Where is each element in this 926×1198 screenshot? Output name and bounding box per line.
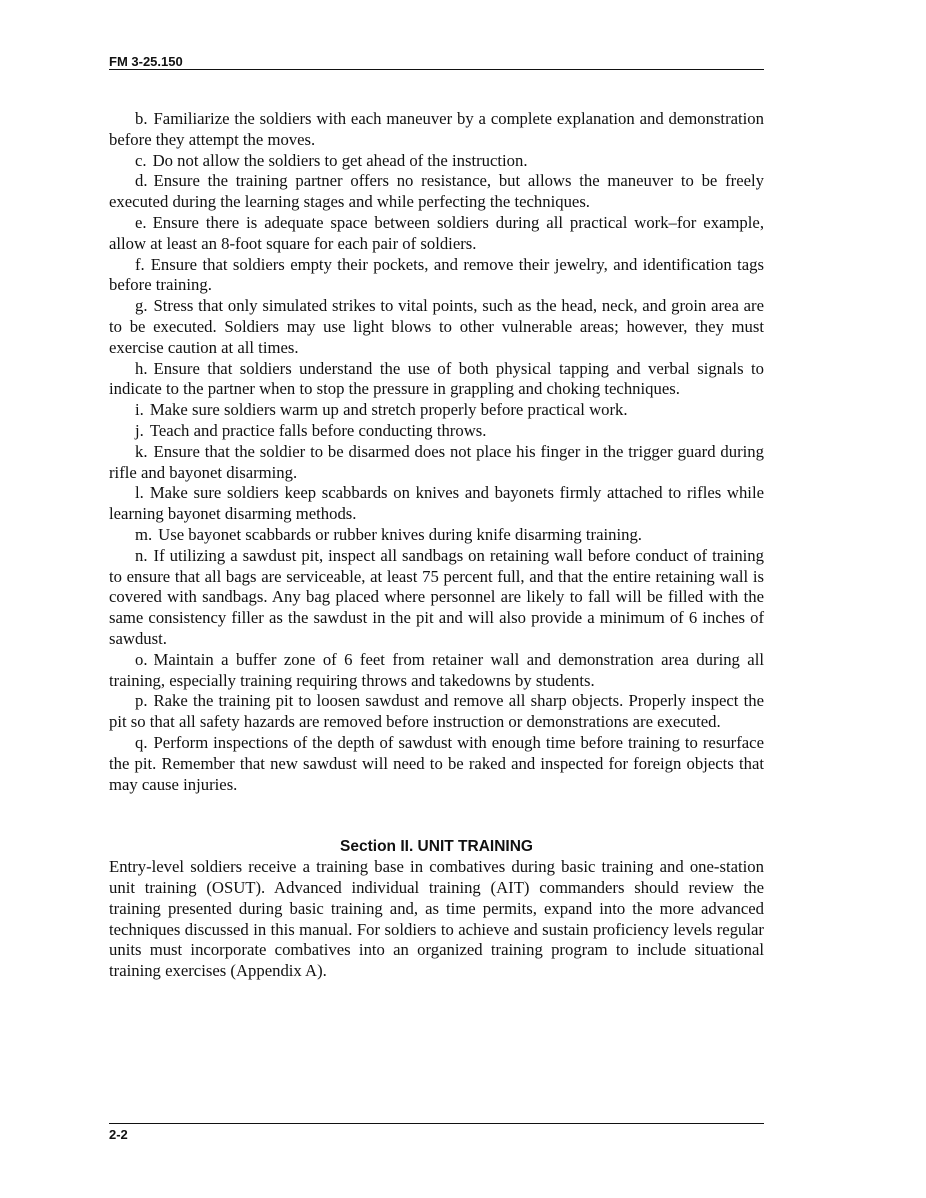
item-label: q. [135,732,148,752]
item-label: o. [135,649,148,669]
manual-id: FM 3-25.150 [109,54,183,69]
item-label: h. [135,358,148,378]
item-label: m. [135,524,153,544]
list-item-i [109,400,764,421]
list-item-q [109,733,764,795]
list-item-n [109,546,764,650]
item-text: Ensure that soldiers understand the use of both physical tapping and verbal signals to indicate to the partner when to stop the pressure in grappling and choking techniques. [109,358,764,399]
list-item-k [109,442,764,484]
item-text: Make sure soldiers keep scabbards on knives and bayonets firmly attached to rifles while learning bayonet disarming methods. [109,483,764,524]
item-label: i. [135,400,144,420]
item-label: d. [135,171,148,191]
page-body [109,109,764,982]
footer-rule [109,1123,764,1124]
list-item-o [109,650,764,692]
item-text: If utilizing a sawdust pit, inspect all sandbags on retaining wall before conduct of training to ensure that all bags are serviceable, at least 75 percent full, and that the entire retaining wall is covered with sandbags. Any bag placed where personnel are likely to fall will be filled with the same consistency filler as the sawdust in the pit and will also provide a minimum of 6 inches of sawdust. [109,545,764,648]
item-text: Make sure soldiers warm up and stretch properly before practical work. [149,400,628,420]
item-label: j. [135,420,144,440]
list-item-h [109,359,764,401]
list-item-m [109,525,764,546]
header-rule [109,69,764,70]
list-item-p [109,691,764,733]
item-label: g. [135,296,148,316]
item-label: e. [135,212,147,232]
item-text: Ensure there is adequate space between soldiers during all practical work–for example, allow at least an 8-foot square for each pair of soldiers. [109,212,764,253]
item-text: Ensure that the soldier to be disarmed does not place his finger in the trigger guard during rifle and bayonet disarming. [109,441,764,482]
list-item-f [109,255,764,297]
item-text: Rake the training pit to loosen sawdust and remove all sharp objects. Properly inspect the pit so that all safety hazards are removed before instruction or demonstrations are executed. [109,691,764,732]
list-item-c [109,151,764,172]
item-text: Ensure that soldiers empty their pockets, and remove their jewelry, and identification tags before training. [109,254,764,295]
item-label: p. [135,691,148,711]
page-number: 2-2 [109,1127,128,1142]
item-label: b. [135,109,148,128]
item-text: Do not allow the soldiers to get ahead of the instruction. [152,150,528,170]
item-text: Use bayonet scabbards or rubber knives during knife disarming training. [158,524,642,544]
list-item-g [109,296,764,358]
item-text: Perform inspections of the depth of sawdust with enough time before training to resurface the pit. Remember that new sawdust will need to be raked and inspected for foreign objects that may cause injuries. [109,732,764,794]
list-item-l [109,483,764,525]
section-heading: Section II. UNIT TRAINING [340,838,533,856]
item-label: k. [135,441,148,461]
item-text: Teach and practice falls before conducting throws. [149,420,487,440]
item-text: Ensure the training partner offers no resistance, but allows the maneuver to be freely executed during the learning stages and while perfecting the techniques. [109,171,764,212]
item-label: n. [135,545,148,565]
item-label: l. [135,483,144,503]
list-item-j [109,421,764,442]
list-item-b [109,109,764,151]
item-label: f. [135,254,145,274]
item-label: c. [135,150,147,170]
list-item-d [109,171,764,213]
section-paragraph: Entry-level soldiers receive a training base in combatives during basic training and one-station unit training (OSUT). Advanced individual training (AIT) commanders should review the training presented during basic training and, as time permits, expand into the more advanced techniques discussed in this manual. For soldiers to achieve and sustain proficiency levels regular units must incorporate combatives into an organized training program to include situational training exercises (Appendix A). [109,857,764,981]
list-item-e [109,213,764,255]
item-text: Familiarize the soldiers with each maneuver by a complete explanation and demonstration before they attempt the moves. [109,109,764,149]
item-text: Stress that only simulated strikes to vital points, such as the head, neck, and groin area are to be executed. Soldiers may use light blows to other vulnerable areas; however, they must exercise caution at all times. [109,296,764,357]
item-text: Maintain a buffer zone of 6 feet from retainer wall and demonstration area during all training, especially training requiring throws and takedowns by students. [109,649,764,690]
